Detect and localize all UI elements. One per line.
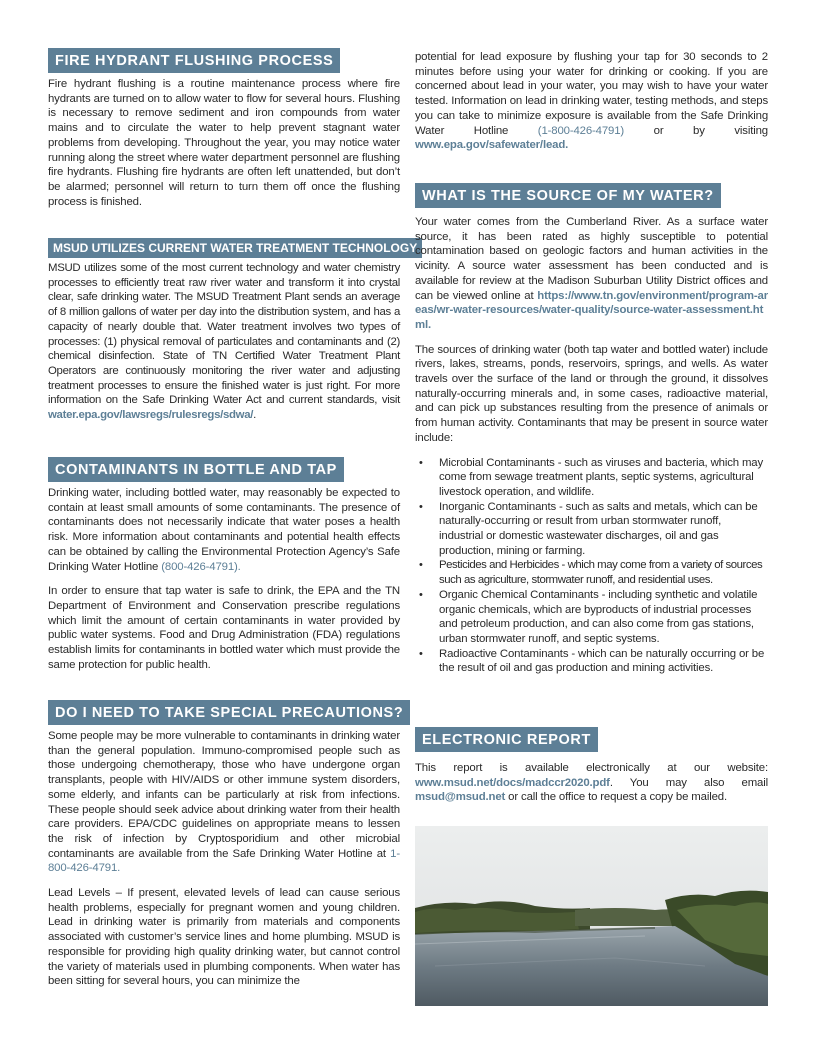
section-hydrant-flushing [48,48,400,209]
section-heading-treatment: MSUD UTILIZES CURRENT WATER TREATMENT TECHNOLOGY [48,238,422,258]
contaminants-paragraph-2: In order to ensure that tap water is safe to drink, the EPA and the TN Department of Environment and Conservation prescribe regulations which limit the amount of certain contaminants in water provided by public water systems. Food and Drug Administration (FDA) regulations establish limits for contaminants in bottled water which must provide the same protection for public health. [48,585,400,671]
source-paragraph-2: The sources of drinking water (both tap water and bottled water) include rivers, lakes, streams, ponds, reservoirs, springs, and wells. As water travels over the surface of the land or through the ground, it dissolves naturally-occurring minerals and, in some cases, radioactive material, and can pick up substances resulting from the presence of animals or from human activity. Contaminants that may be present in source water include: [415,343,768,444]
section-heading-contaminants: CONTAMINANTS IN BOTTLE AND TAP [48,457,344,482]
list-item: • Microbial Contaminants - such as viruses and bacteria, which may come from sewage treatment plants, septic systems, agricultural livestock operation, and wildlife. [419,456,764,498]
hotline-phone-link[interactable]: (800-426-4791). [161,560,241,573]
treatment-body: MSUD utilizes some of the most current technology and water chemistry processes to efficiently treat raw river water and transform it into crystal clear, safe drinking water. The MSUD Treatment Plant sends an average of 8 million gallons of water per day into the distribution system, and has a capacity of nearly double that. Water treatment involves two types of processes: (1) physical removal of particulates and contaminants and (2) chemical disinfection. State of TN Certified Water Treatment Plant Operators are continuously monitoring the river water and adjusting treatment processes to ensure the finished water is just right. For more information on the Safe Drinking Water Act and current standards, visit water.epa.gov/lawsregs/rulesregs/sdwa/. [48,262,400,422]
flushing-body: Fire hydrant flushing is a routine maintenance process where fire hydrants are turned on to allow water to flow for several hours. Flushing is necessary to remove sediment and iron compounds from water mains and to circulate the water to help prevent stagnant water problems from developing. Throughout the year, you may notice water running along the street where water department personnel are flushing fire hydrants. Flushing fire hydrants are often left unattended, but don’t be alarmed; personnel will return to turn them off once the flushing process is finished. [48,78,400,208]
ccr-pdf-link[interactable]: www.msud.net/docs/madccr2020.pdf [415,776,610,789]
contaminants-paragraph-1: Drinking water, including bottled water, may reasonably be expected to contain at least small amounts of some contaminants. The presence of contaminants does not necessarily indicate that water poses a health risk. More information about contaminants and potential health effects can be obtained by calling the Environmental Protection Agency’s Safe Drinking Water Hotline (800-426-4791). [48,487,400,573]
section-contaminants [48,457,400,672]
electronic-report-text: This report is available electronically at our website: www.msud.net/docs/madccr2020.pdf. You may also email msud@msud.net or call the office to request a copy be mailed. [415,762,768,804]
email-link[interactable]: msud@msud.net [415,791,506,804]
section-heading-source: WHAT IS THE SOURCE OF MY WATER? [415,183,721,208]
section-heading-electronic: ELECTRONIC REPORT [415,727,598,752]
bullet-icon: • [419,456,423,469]
section-electronic-report [415,727,768,805]
list-item: • Radioactive Contaminants - which can be naturally occurring or be the result of oil and gas production and mining activities. [419,647,765,675]
river-photo [415,826,768,1006]
hotline-phone-link-2[interactable]: 1-800-426-4791. [48,847,400,875]
lead-continuation [415,50,768,153]
sdwa-link[interactable]: water.epa.gov/lawsregs/rulesregs/sdwa/ [48,409,254,422]
section-water-treatment [48,238,418,423]
epa-lead-link[interactable]: www.epa.gov/safewater/lead. [415,139,569,152]
lead-levels-paragraph: Lead Levels – If present, elevated levels of lead can cause serious health problems, especially for pregnant women and young children. Lead in drinking water is primarily from materials and components associated with customer’s service lines and home plumbing. MSUD is responsible for providing high quality drinking water, but cannot control the variety of materials used in plumbing components. When water has been sitting for several hours, you can minimize the [48,887,400,988]
precautions-paragraph-1: Some people may be more vulnerable to contaminants in drinking water than the general population. Immuno-compromised people such as those undergoing chemotherapy, those who have undergone organ transplants, people with HIV/AIDS or other immune system disorders, some elderly, and infants can be particularly at risk from infections. These people should seek advice about drinking water from their health care providers. EPA/CDC guidelines on appropriate means to lessen the risk of infection by Cryptosporidium and other microbial contaminants are available from the Safe Drinking Water Hotline at 1-800-426-4791. [48,730,400,875]
section-precautions [48,700,404,989]
bullet-icon: • [419,500,423,513]
treatment-text: MSUD utilizes some of the most current technology and water chemistry processes to efficiently treat raw river water and transform it into crystal clear, safe drinking water. The MSUD Treatment Plant sends an average of 8 million gallons of water per day into the distribution system, and has a capacity of nearly double that. Water treatment involves two types of processes: (1) physical removal of particulates and contaminants and (2) chemical disinfection. State of TN Certified Water Treatment Plant Operators are continuously monitoring the river water and adjusting treatment processes to ensure the finished water is just right. For more information on the Safe Drinking Water Act and current standards, visit [48,262,400,407]
hotline-phone-link-3[interactable]: (1-800-426-4791) [537,124,625,137]
source-paragraph-1: Your water comes from the Cumberland River. As a surface water source, it has been rated as highly susceptible to potential contamination based on geologic factors and human activities in the vicinity. A source water assessment has been conducted and is available for review at the Madison Suburban Utility District offices and can be viewed online at https://www.tn.gov/environment/program-areas/wr-water-resources/water-quality/source-water-assessment.html. [415,216,769,331]
contaminant-list [415,456,768,677]
list-item: • Organic Chemical Contaminants - including synthetic and volatile organic chemicals, which are byproducts of industrial processes and petroleum production, and can also come from gas stations, urban stormwater runoff, and septic systems. [419,588,758,645]
bullet-icon: • [419,588,423,601]
lead-continuation-text: potential for lead exposure by flushing your tap for 30 seconds to 2 minutes before using your water for drinking or cooking. If you are concerned about lead in your water, you may wish to have your water tested. Information on lead in drinking water, testing methods, and steps you can take to minimize exposure is available from the Safe Drinking Water Hotline (1-800-426-4791) or by visiting www.epa.gov/safewater/lead. [415,51,768,152]
bullet-icon: • [419,647,423,660]
bullet-icon: • [419,559,423,572]
list-item: • Inorganic Contaminants - such as salts and metals, which can be naturally-occurring or result from urban stormwater runoff, industrial or domestic wastewater discharges, oil and gas production, mining or farming. [419,500,758,557]
source-assessment-link[interactable]: https://www.tn.gov/environment/program-areas/wr-water-resources/water-quality/source-water-assessment.html. [415,289,769,331]
section-heading-flushing: FIRE HYDRANT FLUSHING PROCESS [48,48,340,73]
section-heading-precautions: DO I NEED TO TAKE SPECIAL PRECAUTIONS? [48,700,410,725]
section-water-source [415,183,768,676]
cumberland-river-image [415,826,768,1006]
list-item: • Pesticides and Herbicides - which may come from a variety of sources such as agriculture, stormwater runoff, and residential uses. [419,559,763,587]
